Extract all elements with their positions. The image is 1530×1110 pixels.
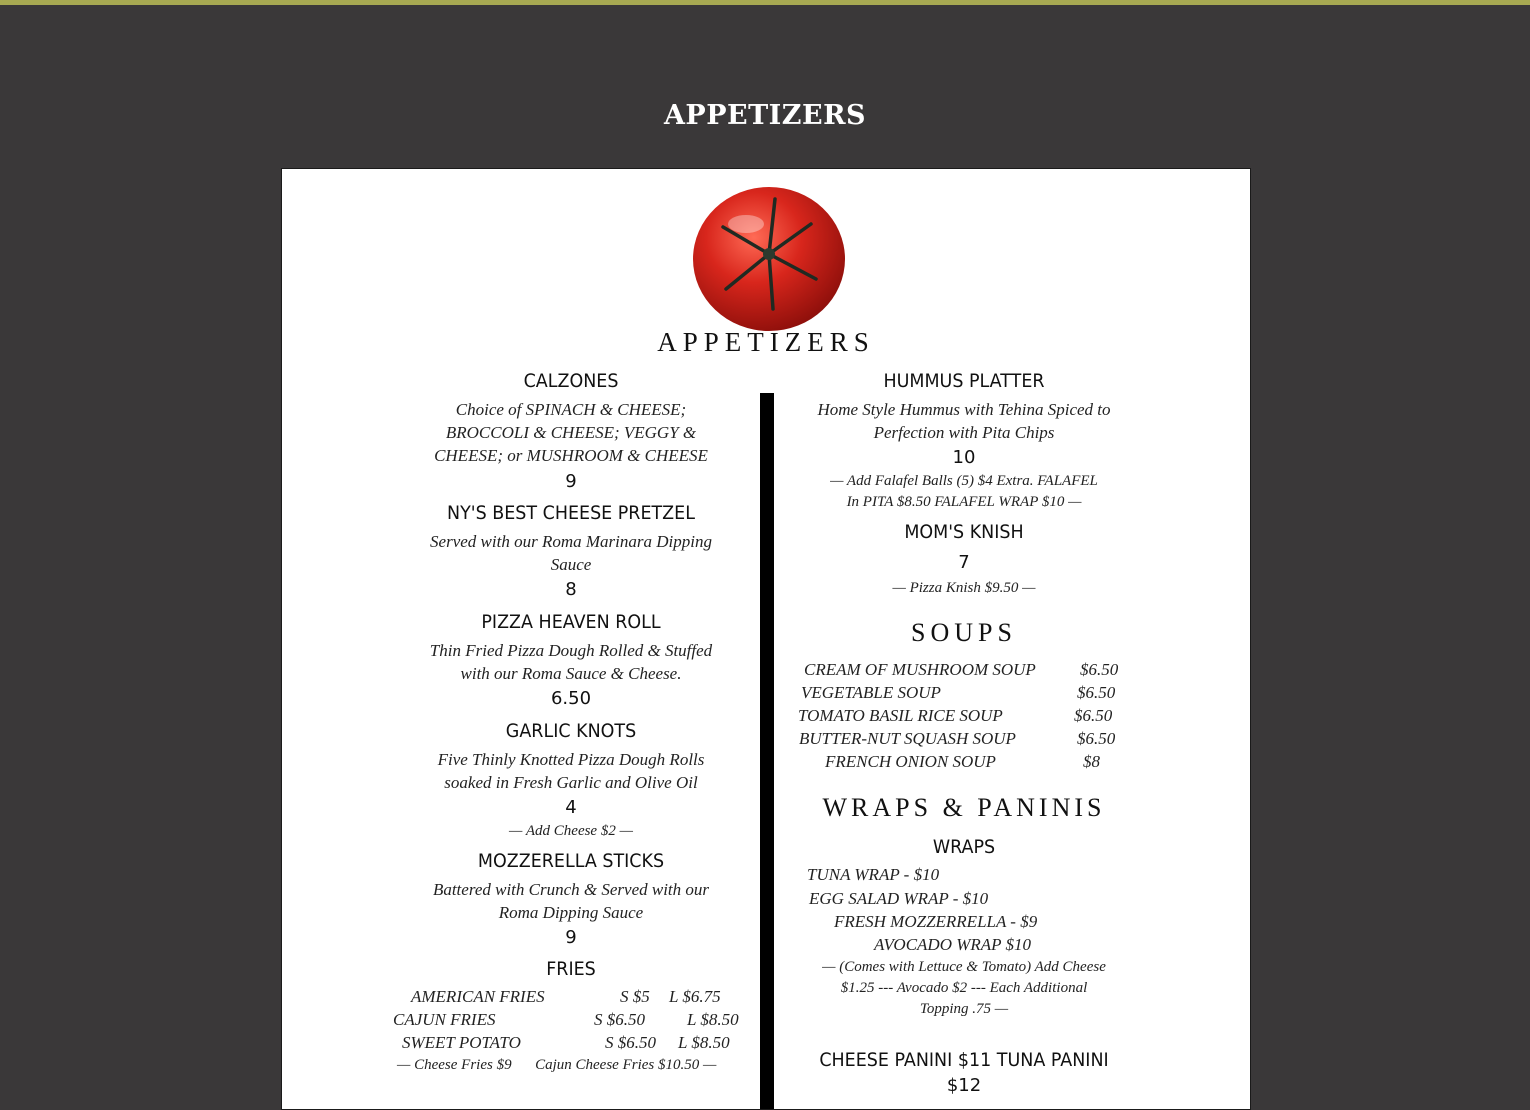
pretzel-name: NY'S BEST CHEESE PRETZEL bbox=[447, 502, 695, 524]
calzones-description: Choice of SPINACH & CHEESE; BROCCOLI & CHEESE; VEGGY & CHEESE; or MUSHROOM & CHEESE bbox=[434, 400, 708, 465]
garlic-knots-price: 4 bbox=[565, 797, 577, 818]
mozz-sticks-name: MOZZERELLA STICKS bbox=[477, 850, 665, 872]
wrap-item: AVOCADO WRAP $10 bbox=[874, 935, 1031, 954]
wraps-paninis-title: WRAPS & PANINIS bbox=[822, 793, 1106, 822]
pretzel-description: Served with our Roma Marinara Dipping Sauce bbox=[430, 532, 712, 574]
calzones-price: 9 bbox=[565, 471, 577, 492]
knish-price: 7 bbox=[958, 552, 970, 573]
paninis-line: CHEESE PANINI $11 TUNA PANINI bbox=[819, 1049, 1109, 1071]
garlic-knots-name: GARLIC KNOTS bbox=[505, 720, 637, 742]
hummus-note: — Add Falafel Balls (5) $4 Extra. FALAFEL In PITA $8.50 FALAFEL WRAP $10 — bbox=[830, 473, 1098, 510]
hummus-name: HUMMUS PLATTER bbox=[883, 370, 1045, 392]
pretzel-price: 8 bbox=[565, 579, 577, 600]
garlic-knots-note: — Add Cheese $2 — bbox=[509, 823, 633, 839]
hummus-description: Home Style Hummus with Tehina Spiced to Perfection with Pita Chips bbox=[817, 400, 1111, 442]
heaven-roll-description: Thin Fried Pizza Dough Rolled & Stuffed with our Roma Sauce & Cheese. bbox=[429, 641, 713, 683]
calzones-name: CALZONES bbox=[523, 370, 619, 392]
knish-note: — Pizza Knish $9.50 — bbox=[892, 580, 1036, 596]
tomato-icon bbox=[691, 179, 847, 335]
wrap-item: FRESH MOZZERRELLA - $9 bbox=[834, 912, 1038, 931]
page-title: APPETIZERS bbox=[663, 100, 867, 131]
mozz-sticks-description: Battered with Crunch & Served with our Roma Dipping Sauce bbox=[432, 880, 710, 922]
heaven-roll-price: 6.50 bbox=[550, 688, 592, 709]
wraps-note: — (Comes with Lettuce & Tomato) Add Cheese $1.25 --- Avocado $2 --- Each Additional Topping .75 — bbox=[822, 959, 1106, 1017]
soups-title: SOUPS bbox=[911, 618, 1017, 647]
wraps-name: WRAPS bbox=[932, 836, 996, 858]
fries-note: — Cheese Fries $9 Cajun Cheese Fries $10.50 — bbox=[397, 1057, 717, 1073]
wrap-item: EGG SALAD WRAP - $10 bbox=[809, 889, 989, 908]
knish-name: MOM'S KNISH bbox=[904, 521, 1024, 543]
top-accent-bar bbox=[0, 0, 1530, 5]
garlic-knots-description: Five Thinly Knotted Pizza Dough Rolls soaked in Fresh Garlic and Olive Oil bbox=[437, 750, 705, 792]
heaven-roll-name: PIZZA HEAVEN ROLL bbox=[481, 611, 661, 633]
hummus-price: 10 bbox=[952, 447, 976, 468]
wrap-item: TUNA WRAP - $10 bbox=[807, 865, 940, 884]
mozz-sticks-price: 9 bbox=[565, 927, 577, 948]
paninis-price: $12 bbox=[946, 1075, 982, 1096]
menu-title: APPETIZERS bbox=[657, 327, 875, 357]
fries-name: FRIES bbox=[546, 958, 596, 980]
menu-image: APPETIZERS CALZONES Choice of SPINACH & CHEESE; BROCCOLI & CHEESE; VEGGY & CHEESE; or MUSHROOM & CHEESE 9 NY'S BEST CHEESE PRETZEL Served with our Roma Marinara Dipping Sauce 8 PIZZA HEAVEN ROLL Thin Fried Pizza Dough Rolled & Stuffed with our Roma Sauce & Cheese. 6.50 GARLIC KNOTS Five Thinly Knotted Pizza Dough Rolls soaked in Fresh Garlic and Olive Oil 4 — Add Cheese $2 — MOZZERELLA STICKS Battered with Crunch & Served with our Roma Dipping Sauce 9 FRIES AMERICAN FRIES S $5 L $6.75 CAJUN FRIES S $6.50 L $8.50 SWEET POTATO S $6.50 L $8.50 — Cheese Fries $9 Cajun Cheese Fries $10.50 — HUMMUS PLATTER Home Style Hummus with Tehina Spiced to Perfection with Pita Chips 10 — Add Falafel Balls (5) $4 Extra. FALAFEL In PITA $8.50 FALAFEL WRAP $10 — MOM'S KNISH 7 — Pizza Knish $9.50 — SOUPS CREAM OF MUSHROOM SOUP $6.50 VEGETABLE SOUP $6.50 TOMATO BASIL RICE SOUP $6.50 BUTTER-NUT SQUASH SOUP $6.50 FRENCH ONION SOUP $8 WRAPS & PANINIS WRAPS TUNA WRAP - $10 EGG SALAD WRAP - $10 FRESH MOZZERRELLA - $9 AVOCADO WRAP $10 — (Comes with Lettuce & Tomato) Add Cheese $1.25 --- Avocado $2 --- Each Additional Topping .75 — CHEESE PANINI $11 TUNA PANINI $12 bbox=[281, 168, 1251, 1110]
